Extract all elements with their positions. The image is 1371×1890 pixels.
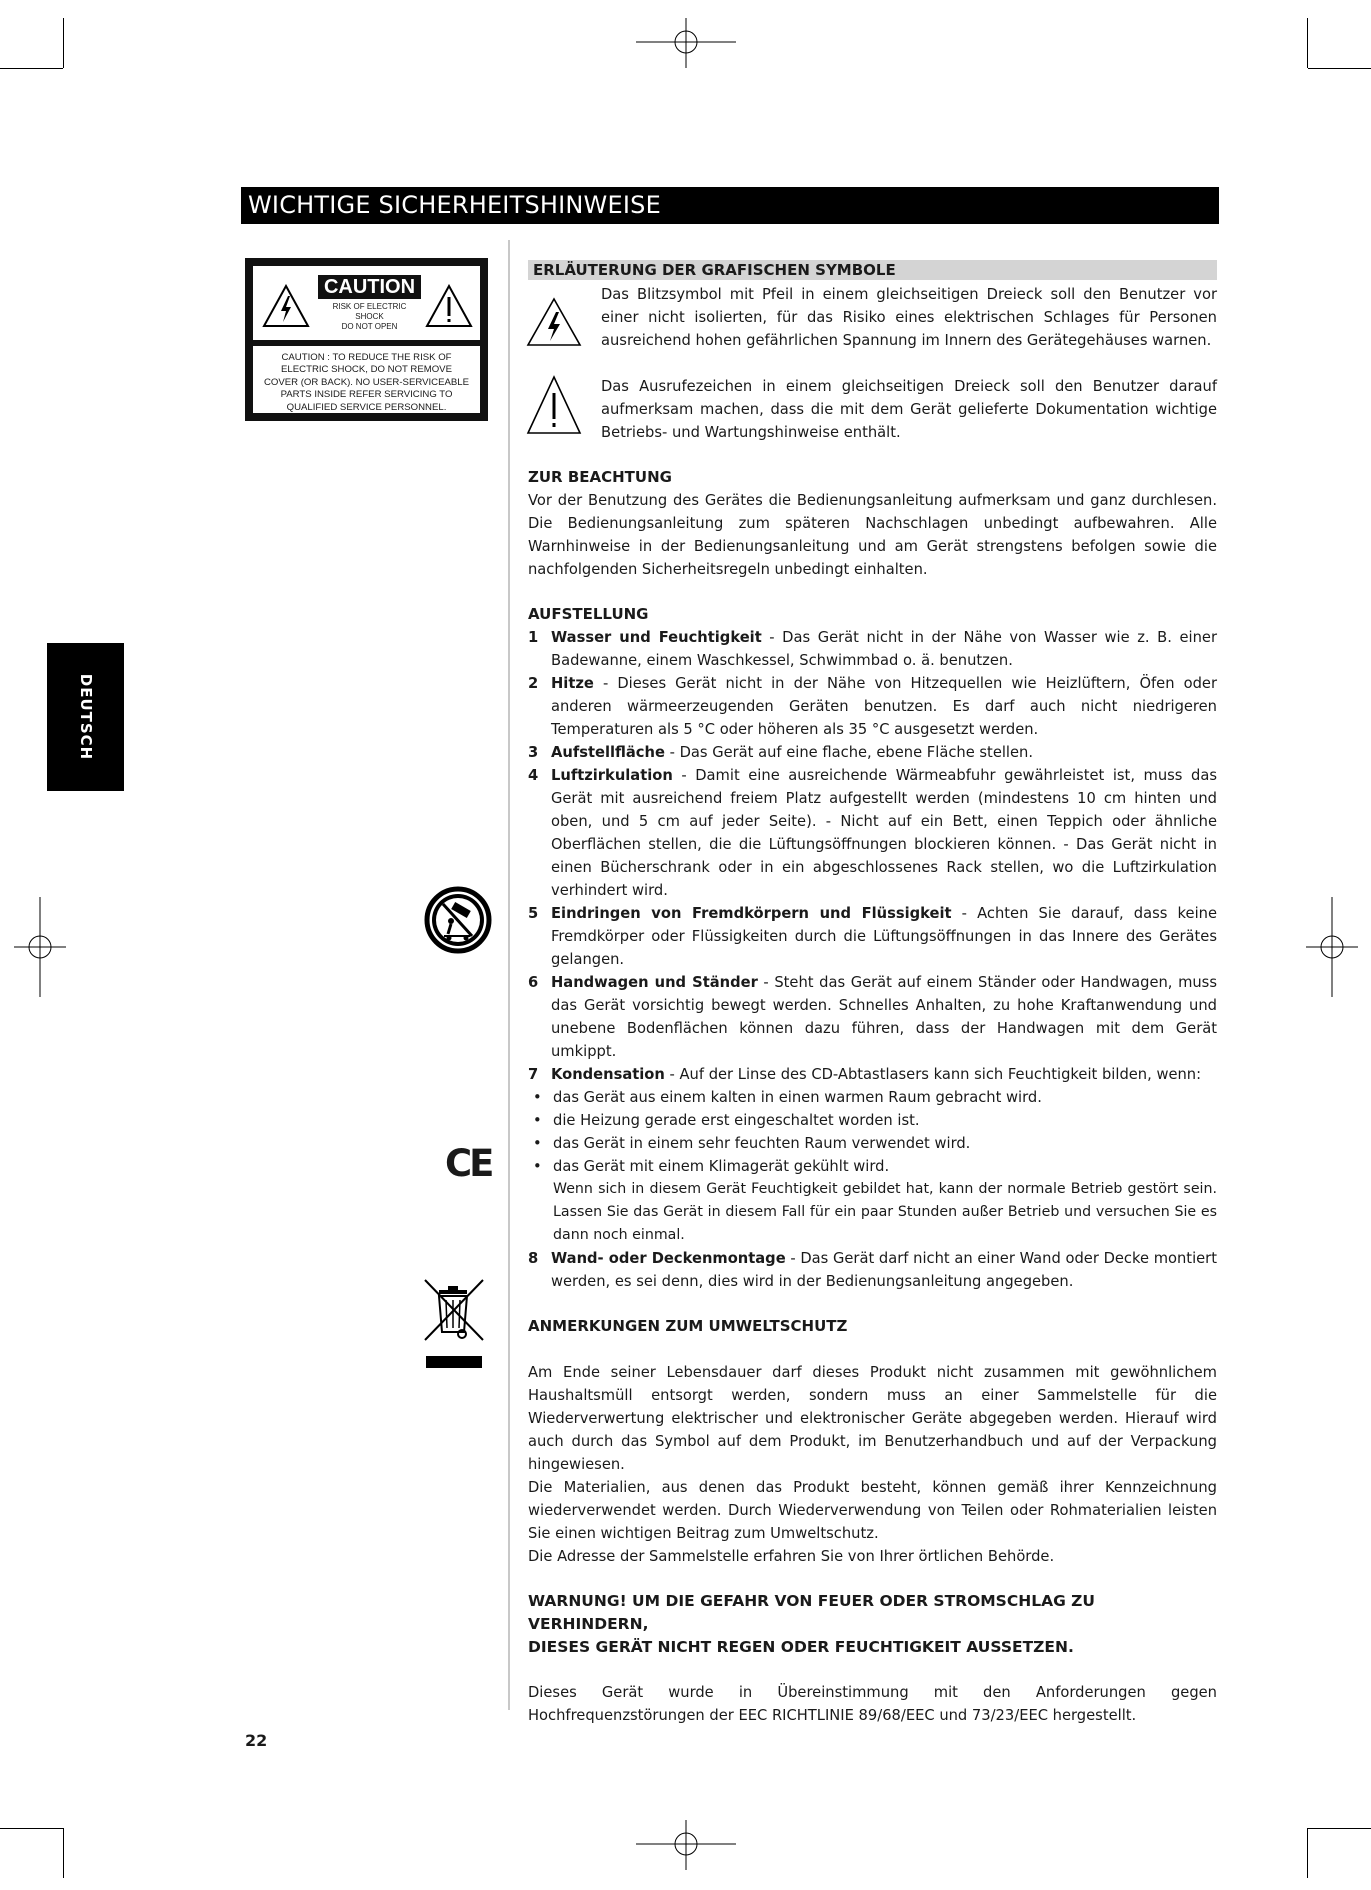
umwelt-paragraph: Die Materialien, aus denen das Produkt besteht, können gemäß ihrer Kennzeichnung wiederverwendet werden. Durch Wiederverwendung von Teilen oder Rohmaterialien leisten Sie einen wichtigen Beitrag zum Umweltschutz. [528,1479,1217,1542]
registration-mark-icon [636,18,736,68]
beachtung-text: Vor der Benutzung des Gerätes die Bedienungsanleitung aufmerksam und ganz durchlesen. Die Bedienungsanleitung zum späteren Nachschlagen unbedingt aufbewahren. Alle Warnhinweise in der Bedienungsanleitung und am Gerät strengstens befolgen sowie die nachfolgenden Sicherheitsregeln unbedingt einhalten. [528,492,1217,578]
list-item [528,764,1217,902]
item-number: 7 [528,1066,539,1083]
item-number: 6 [528,974,539,991]
cart-warning-icon [424,886,492,954]
item-text: - Das Gerät darf nicht an einer Wand oder Decke montiert werden, es sei denn, dies wird in der Bedienungsanleitung angegeben. [551,1250,1217,1290]
list-item [528,672,1217,741]
page-title-bar [241,187,1219,224]
exclamation-explanation [528,375,1217,444]
umwelt-paragraph: Am Ende seiner Lebensdauer darf dieses Produkt nicht zusammen mit gewöhnlichem Haushaltsmüll entsorgt werden, sondern muss an einer Sammelstelle für die Wiederverwertung elektrischer und elektronischer Geräte abgegeben werden. Hierauf wird auch durch das Symbol auf dem Produkt, im Benutzerhandbuch und auf der Verpackung hingewiesen. [528,1364,1217,1473]
caution-body-line: CAUTION : TO REDUCE THE RISK OF [281,352,452,363]
item-text: - Auf der Linse des CD-Abtastlasers kann sich Feuchtigkeit bilden, wenn: [664,1066,1202,1083]
ce-mark: CE [445,1142,492,1185]
column-divider [508,240,510,1710]
crop-mark [1307,1828,1308,1878]
warning-line: DIESES GERÄT NICHT REGEN ODER FEUCHTIGKEIT AUSSETZEN. [528,1638,1074,1656]
caution-sub-line: RISK OF ELECTRIC SHOCK [332,302,407,321]
crop-mark [1308,1828,1371,1829]
umwelt-heading: ANMERKUNGEN ZUM UMWELTSCHUTZ [528,1317,848,1335]
item-number: 4 [528,767,539,784]
warning-line: WARNUNG! UM DIE GEFAHR VON FEUER ODER STROMSCHLAG ZU VERHINDERN, [528,1592,1096,1633]
item-term: Aufstellfläche [551,744,665,761]
crop-mark [0,1828,63,1829]
umwelt-paragraph: Die Adresse der Sammelstelle erfahren Sie von Ihrer örtlichen Behörde. [528,1548,1055,1565]
page-number: 22 [245,1731,268,1750]
registration-mark-icon [636,1820,736,1870]
item-term: Eindringen von Fremdkörpern und Flüssigkeit [551,905,952,922]
item-text: - Das Gerät nicht in der Nähe von Wasser wie z. B. einer Badewanne, einem Waschkessel, Schwimmbad o. ä. benutzen. [551,629,1217,669]
crop-mark [1308,68,1371,69]
beachtung-heading: ZUR BEACHTUNG [528,468,672,486]
language-tab-label: DEUTSCH [76,673,95,761]
condensation-bullets [528,1086,1217,1178]
item-term: Luftzirkulation [551,767,673,784]
bullet-item: • das Gerät aus einem kalten in einen warmen Raum gebracht wird. [528,1086,1217,1109]
caution-label [245,258,488,421]
exclamation-warning-icon [425,284,473,328]
list-item [528,1247,1217,1293]
lightning-explanation [528,283,1217,352]
weee-bin-icon [422,1278,486,1370]
item-term: Hitze [551,675,594,692]
page-title: WICHTIGE SICHERHEITSHINWEISE [248,191,661,219]
item-text: - Damit eine ausreichende Wärmeabfuhr gewährleistet ist, muss das Gerät mit ausreichend freiem Platz aufgestellt werden (mindestens 10 cm hinten und oben, und 5 cm auf jeder Seite). - Nicht auf ein Bett, einen Teppich oder ähnliche Oberflächen stellen, die die Lüftungsöffnungen blockieren können. - Das Gerät nicht in einen Bücherschrank oder in ein abgeschlossenes Rack stellen, wo die Luftzirkulation verhindert wird. [551,767,1217,899]
registration-mark-icon [1306,897,1358,997]
item-term: Handwagen und Ständer [551,974,758,991]
aufstellung-heading: AUFSTELLUNG [528,605,649,623]
caution-body-line: PARTS INSIDE REFER SERVICING TO [280,389,453,401]
item-text: - Das Gerät auf eine flache, ebene Fläche stellen. [664,744,1034,761]
warning-heading [528,1590,1217,1659]
item-number: 3 [528,744,539,761]
caution-body-line: COVER (OR BACK). NO USER-SERVICEABLE [263,376,470,388]
item-text: - Achten Sie darauf, dass keine Fremdkörper oder Flüssigkeiten durch die Lüftungsöffnungen in das Innere des Gerätes gelangen. [551,905,1217,968]
bullet-item: • das Gerät in einem sehr feuchten Raum verwendet wird. [528,1132,1217,1155]
exclamation-triangle-icon [526,375,582,435]
caution-subtext [318,302,421,332]
exclamation-text: Das Ausrufezeichen in einem gleichseitigen Dreieck soll den Benutzer darauf aufmerksam machen, dass die mit dem Gerät gelieferte Dokumentation wichtige Betriebs- und Wartungshinweise enthält. [601,378,1217,441]
item-term: Kondensation [551,1066,665,1083]
caution-heading: CAUTION [318,275,421,299]
aufstellung-list [528,626,1217,1293]
bullet-item: • die Heizung gerade erst eingeschaltet worden ist. [528,1109,1217,1132]
crop-mark [63,1828,64,1878]
symbols-heading: ERLÄUTERUNG DER GRAFISCHEN SYMBOLE [528,260,1217,280]
item-term: Wand- oder Deckenmontage [551,1250,786,1267]
crop-mark [1307,18,1308,68]
lightning-warning-icon [262,284,310,328]
crop-mark [0,68,63,69]
list-item [528,741,1217,764]
caution-body-line: QUALIFIED SERVICE PERSONNEL. [286,401,447,413]
bullet-item: • das Gerät mit einem Klimagerät gekühlt wird. [528,1155,1217,1178]
item-number: 1 [528,629,539,646]
item-text: - Steht das Gerät auf einem Ständer oder Handwagen, muss das Gerät vorsichtig bewegt werden. Schnelles Anhalten, zu hohe Kraftanwendung und unebene Bodenflächen können dazu führen, dass der Handwagen mit dem Gerät umkippt. [551,974,1217,1060]
list-item [528,1063,1217,1247]
eec-statement: Dieses Gerät wurde in Übereinstimmung mit den Anforderungen gegen Hochfrequenzstörungen der EEC RICHTLINIE 89/68/EEC und 73/23/EEC hergestellt. [528,1684,1217,1724]
list-item [528,971,1217,1063]
caution-label-body [253,346,480,413]
caution-body-line: ELECTRIC SHOCK, DO NOT REMOVE [281,364,452,376]
list-item [528,902,1217,971]
caution-label-top [253,266,480,340]
item-number: 2 [528,675,539,692]
main-content [528,260,1217,1727]
list-item [528,626,1217,672]
item-text: - Dieses Gerät nicht in der Nähe von Hitzequellen wie Heizlüftern, Öfen oder anderen wärmeerzeugenden Geräten benutzen. Es darf auch nicht niedrigeren Temperaturen als 5 °C oder höheren als 35 °C ausgesetzt werden. [551,675,1217,738]
registration-mark-icon [14,897,66,997]
item-term: Wasser und Feuchtigkeit [551,629,762,646]
crop-mark [63,18,64,68]
lightning-triangle-icon [526,297,582,347]
item-number: 5 [528,905,539,922]
caution-sub-line: DO NOT OPEN [341,322,398,331]
language-tab [47,643,124,791]
condensation-note: Wenn sich in diesem Gerät Feuchtigkeit gebildet hat, kann der normale Betrieb gestört sein. Lassen Sie das Gerät in diesem Fall für ein paar Stunden außer Betrieb und versuchen Sie es dann noch einmal. [553,1181,1217,1243]
lightning-text: Das Blitzsymbol mit Pfeil in einem gleichseitigen Dreieck soll den Benutzer vor einer nicht isolierten, für das Risiko eines elektrischen Schlages für Personen ausreichend hohen gefährlichen Spannung im Innern des Gerätegehäuses warnen. [601,286,1217,349]
item-number: 8 [528,1250,539,1267]
